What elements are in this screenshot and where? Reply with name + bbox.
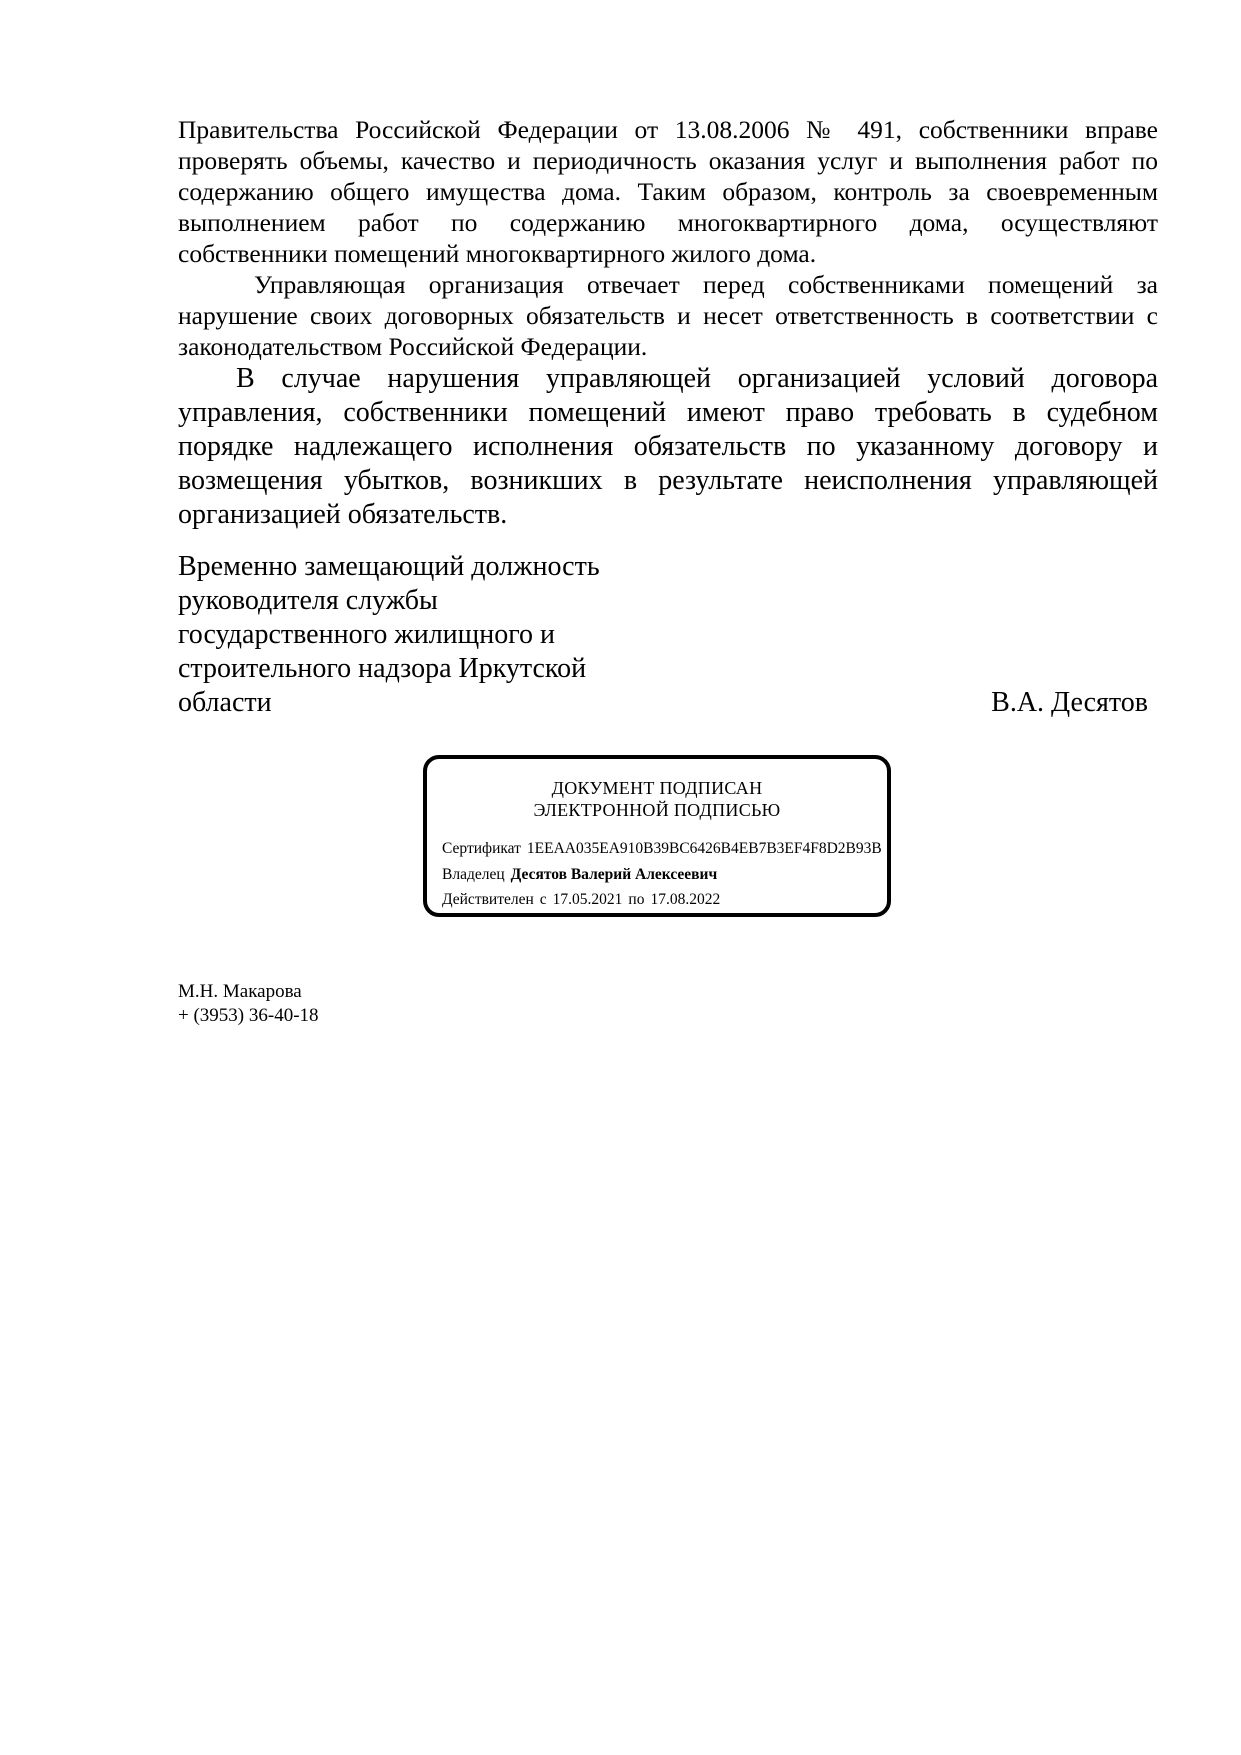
signer-position-line: области <box>178 687 272 718</box>
paragraph-owner-rights: Правительства Российской Федерации от 13.08.2006 № 491, собственники вправе проверять объемы, качество и периодичность оказания услуг и выполнения работ по содержанию общего имущества дома. Таким образом, контроль за своевременным выполнением работ по содержанию многоквартирного дома, осуществляют собственники помещений многоквартирного жилого дома. <box>178 115 1158 268</box>
stamp-certificate-value: 1EEAA035EA910B39BC6426B4EB7B3EF4F8D2B93B <box>526 840 882 857</box>
signature-block <box>178 550 1158 725</box>
paragraph-management-responsibility: Управляющая организация отвечает перед собственниками помещений за нарушение своих договорных обязательств и несет ответственность в соответствии с законодательством Российской Федерации. <box>178 270 1158 361</box>
signer-name: В.А. Десятов <box>991 687 1148 718</box>
stamp-validity <box>442 890 881 910</box>
stamp-heading-line: ЭЛЕКТРОННОЙ ПОДПИСЬЮ <box>533 800 781 820</box>
signer-position-line: строительного надзора Иркутской <box>178 653 587 684</box>
body-text <box>178 114 1158 532</box>
stamp-owner <box>442 865 881 885</box>
stamp-certificate-label: Сертификат <box>442 840 521 857</box>
stamp-valid-to-label: по <box>628 891 645 908</box>
electronic-signature-stamp <box>423 755 891 917</box>
signer-position-line: Временно замещающий должность <box>178 551 600 582</box>
contact-name: М.Н. Макарова <box>178 981 302 1002</box>
paragraph-breach-of-contract: В случае нарушения управляющей организацией условий договора управления, собственники помещений имеют право требовать в судебном порядке надлежащего исполнения обязательств по указанному договору и возмещения убытков, возникших в результате неисполнения управляющей организацией обязательств. <box>178 363 1158 530</box>
stamp-certificate <box>442 839 881 859</box>
signer-position <box>178 550 738 720</box>
stamp-heading <box>427 777 887 821</box>
stamp-valid-to: 17.08.2022 <box>650 891 721 908</box>
stamp-heading-line: ДОКУМЕНТ ПОДПИСАН <box>551 778 763 798</box>
stamp-owner-label: Владелец <box>442 866 505 883</box>
contact-phone: + (3953) 36-40-18 <box>178 1005 319 1026</box>
signer-position-line: государственного жилищного и <box>178 619 555 650</box>
stamp-valid-from-label: с <box>539 891 547 908</box>
signer-position-line: руководителя службы <box>178 585 438 616</box>
stamp-validity-label: Действителен <box>442 891 534 908</box>
stamp-valid-from: 17.05.2021 <box>552 891 623 908</box>
stamp-owner-value: Десятов Валерий Алексеевич <box>510 866 718 883</box>
contact-info <box>178 980 319 1028</box>
